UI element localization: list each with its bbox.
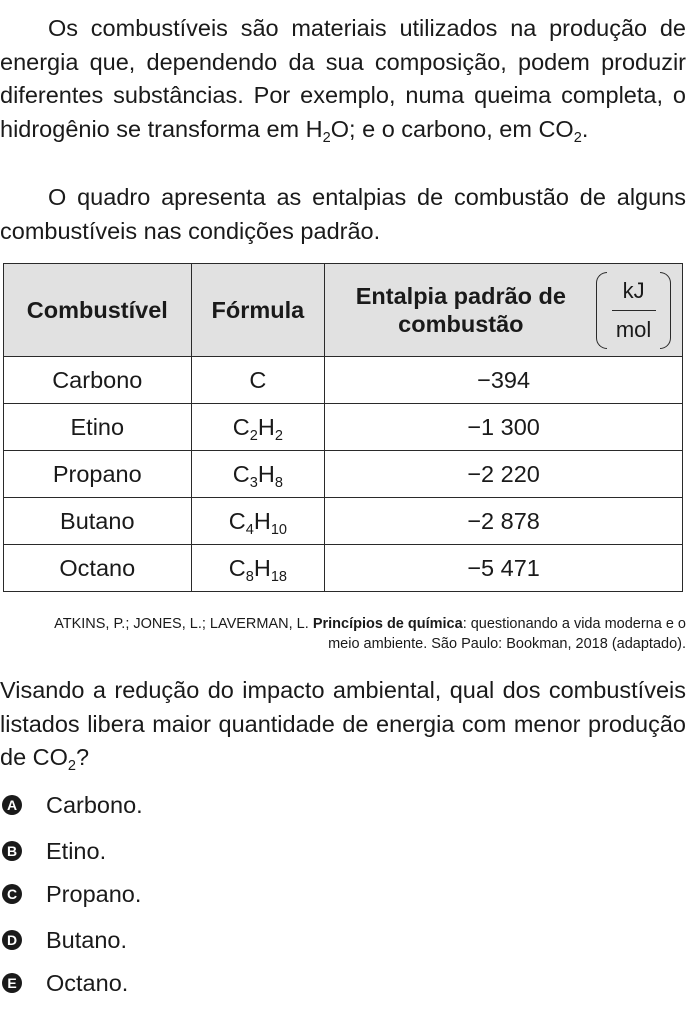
- source-title: Princípios de química: [312, 616, 463, 632]
- option-label: Octano.: [46, 969, 129, 996]
- table-row: [4, 545, 683, 592]
- enthalpy-value: −5 471: [325, 545, 683, 592]
- fuel-name: Octano: [4, 545, 192, 592]
- fuel-name: Propano: [4, 451, 192, 498]
- fuel-name: Carbono: [4, 357, 192, 404]
- intro-paragraph-2: O quadro apresenta as entalpias de combustão de alguns combustíveis nas condições padrão.: [0, 184, 686, 244]
- enthalpy-value: −1 300: [325, 404, 683, 451]
- option-letter-badge: C: [2, 884, 22, 904]
- answer-option-d[interactable]: [0, 923, 127, 957]
- option-letter-badge: B: [2, 841, 22, 861]
- source-citation: ATKINS, P.; JONES, L.; LAVERMAN, L. Princípios de química: questionando a vida moderna e o meio ambiente. São Paulo: Bookman, 2018 (adaptado).: [54, 616, 686, 652]
- fuel-name: Etino: [4, 404, 192, 451]
- enthalpy-value: −2 878: [325, 498, 683, 545]
- table-row: [4, 357, 683, 404]
- fuel-formula: $C_8H_{18}$: [191, 545, 325, 592]
- table-row: [4, 404, 683, 451]
- header-enthalpy: [325, 264, 683, 357]
- option-letter-badge: E: [2, 973, 22, 993]
- enthalpy-value: −394: [325, 357, 683, 404]
- fuel-name: Butano: [4, 498, 192, 545]
- table-header-row: [4, 264, 683, 357]
- unit-fraction: [596, 276, 671, 345]
- header-fuel: Combustível: [4, 264, 192, 357]
- unit-denominator: mol: [615, 316, 652, 342]
- intro-paragraph-1: Os combustíveis são materiais utilizados na produção de energia que, dependendo da sua composição, podem produzir diferentes substâncias. Por exemplo, numa queima completa, o hidrogênio se transforma em $H_2O$; e o carbono, em $CO_2$.: [0, 15, 686, 146]
- fuel-formula: $C_3H_8$: [191, 451, 325, 498]
- enthalpy-value: −2 220: [325, 451, 683, 498]
- question-text: Visando a redução do impacto ambiental, qual dos combustíveis listados libera maior quantidade de energia com menor produção de $CO_2$?: [0, 677, 686, 775]
- option-label: Carbono.: [46, 791, 143, 818]
- unit-numerator: kJ: [622, 277, 645, 303]
- header-enthalpy-label: Entalpia padrão de combustão: [355, 283, 566, 337]
- option-label: Etino.: [46, 837, 107, 864]
- fuel-formula: C: [191, 357, 325, 404]
- option-letter-badge: A: [2, 795, 22, 815]
- option-letter-badge: D: [2, 930, 22, 950]
- fuel-formula: $C_2H_2$: [191, 404, 325, 451]
- h2o-formula: $H_2O$: [305, 115, 350, 146]
- intro-p1-main: Os combustíveis são materiais utilizados na produção de energia que, dependendo da sua composição, podem produzir diferentes substâncias. Por exemplo, numa queima completa, o hidrogênio se transforma em: [0, 15, 686, 142]
- header-formula: Fórmula: [191, 264, 325, 357]
- answer-option-c[interactable]: [0, 877, 141, 911]
- option-label: Propano.: [46, 880, 142, 907]
- option-label: Butano.: [46, 926, 128, 953]
- answer-option-a[interactable]: [0, 788, 143, 822]
- co2-formula: $CO_2$: [538, 115, 582, 146]
- table-row: [4, 451, 683, 498]
- fuel-formula: $C_4H_{10}$: [191, 498, 325, 545]
- answer-option-b[interactable]: [0, 834, 106, 868]
- enthalpy-table: [3, 263, 683, 592]
- answer-option-e[interactable]: [0, 966, 128, 1000]
- co2-formula-question: $CO_2$: [32, 744, 77, 775]
- table-row: [4, 498, 683, 545]
- intro-p1-mid: ; e o carbono, em: [349, 115, 539, 142]
